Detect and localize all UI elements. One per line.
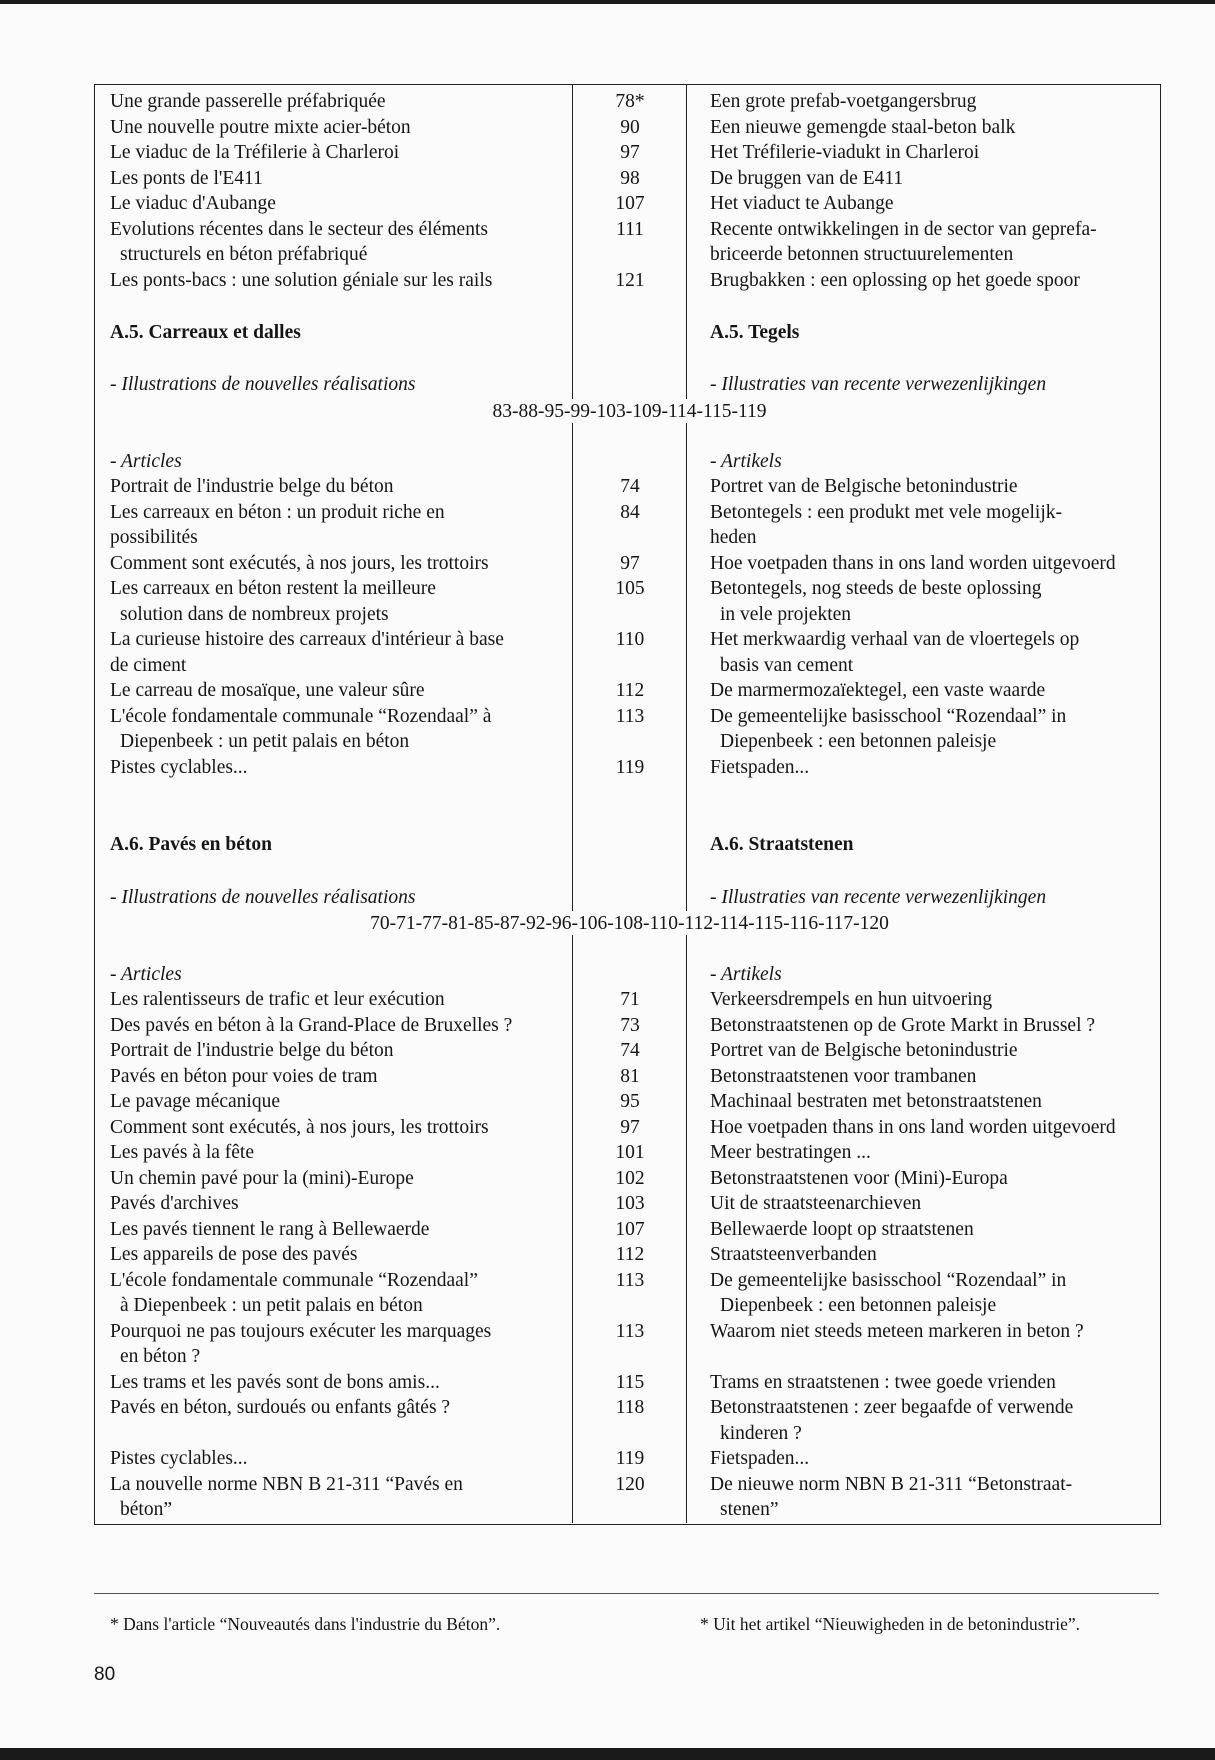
entry-title-fr: Un chemin pavé pour la (mini)-Europe [110, 1167, 414, 1189]
entry-title-nl: Straatsteenverbanden [710, 1244, 877, 1265]
entry-title-nl: Uit de straatsteenarchieven [710, 1193, 922, 1214]
entry-title-nl: Fietspaden... [710, 756, 810, 778]
entry-title-nl: Een nieuwe gemengde staal-beton balk [710, 116, 1016, 138]
entry-title-fr: Le viaduc d'Aubange [110, 193, 276, 214]
bottom-border [0, 1748, 1215, 1760]
entry-title-fr: Pavés en béton, surdoués ou enfants gâtés ? [110, 1397, 451, 1418]
entry-title-fr: béton” [120, 1499, 172, 1520]
section-heading-fr: A.5. Carreaux et dalles [110, 322, 301, 343]
entry-title-fr: Une grande passerelle préfabriquée [110, 91, 386, 112]
entry-title-fr: Comment sont exécutés, à nos jours, les trottoirs [110, 1116, 489, 1138]
entry-title-fr: possibilités [110, 527, 198, 548]
articles-label-nl: - Artikels [710, 451, 782, 472]
entry-title-fr: La curieuse histoire des carreaux d'intérieur à base [110, 629, 504, 650]
entry-page-number: 113 [615, 1320, 645, 1342]
illustration-pages: 70-71-77-81-85-87-92-96-106-108-110-112-114-115-116-117-120 [370, 913, 889, 934]
entry-title-nl: Het Tréfilerie-viadukt in Charleroi [710, 142, 980, 163]
entry-page-number: 84 [620, 501, 640, 523]
entry-title-nl: Een grote prefab-voetgangersbrug [710, 91, 977, 112]
entry-title-fr: Le carreau de mosaïque, une valeur sûre [110, 680, 425, 701]
entry-title-fr: Pourquoi ne pas toujours exécuter les marquages [110, 1320, 492, 1342]
entry-title-nl: Betonstraatstenen voor (Mini)-Europa [710, 1167, 1008, 1189]
entry-title-nl: Bellewaerde loopt op straatstenen [710, 1218, 974, 1240]
entry-title-nl: Hoe voetpaden thans in ons land worden uitgevoerd [710, 1116, 1116, 1138]
entry-title-fr: Portrait de l'industrie belge du béton [110, 1040, 394, 1061]
entry-title-nl: in vele projekten [720, 603, 852, 625]
entry-page-number: 98 [620, 167, 640, 189]
entry-page-number: 74 [620, 1040, 640, 1061]
entry-title-fr: Portrait de l'industrie belge du béton [110, 476, 394, 497]
entry-page-number: 115 [615, 1371, 645, 1393]
entry-page-number: 119 [615, 1448, 645, 1469]
entry-title-fr: La nouvelle norme NBN B 21-311 “Pavés en [110, 1473, 463, 1495]
entry-title-nl: briceerde betonnen structuurelementen [710, 244, 1014, 265]
articles-label-nl: - Artikels [710, 964, 782, 985]
entry-title-fr: Pistes cyclables... [110, 1448, 248, 1469]
entry-page-number: 113 [615, 705, 645, 727]
entry-title-nl: Brugbakken : een oplossing op het goede spoor [710, 269, 1080, 291]
entry-title-nl: Waarom niet steeds meteen markeren in beton ? [710, 1320, 1084, 1342]
entry-page-number: 103 [615, 1193, 645, 1214]
footnote-rule [94, 1593, 1159, 1594]
entry-title-nl: basis van cement [720, 654, 854, 676]
top-border [0, 0, 1215, 4]
entry-title-nl: Het viaduct te Aubange [710, 193, 894, 214]
illustration-pages: 83-88-95-99-103-109-114-115-119 [492, 401, 767, 422]
section-heading-nl: A.6. Straatstenen [710, 834, 854, 855]
entry-title-fr: Des pavés en béton à la Grand-Place de Bruxelles ? [110, 1014, 513, 1036]
entry-title-fr: Le pavage mécanique [110, 1091, 280, 1112]
entry-title-nl: Betontegels : een produkt met vele mogelijk- [710, 501, 1062, 523]
entry-page-number: 110 [615, 629, 645, 650]
entry-title-nl: Hoe voetpaden thans in ons land worden uitgevoerd [710, 552, 1116, 574]
entry-title-fr: Les trams et les pavés sont de bons amis... [110, 1371, 440, 1393]
entry-page-number: 101 [615, 1142, 645, 1163]
entry-title-fr: Les pavés tiennent le rang à Bellewaerde [110, 1218, 430, 1240]
entry-page-number: 112 [615, 1244, 645, 1265]
entry-title-fr: structurels en béton préfabriqué [120, 244, 368, 265]
entry-title-fr: Les ponts de l'E411 [110, 167, 263, 189]
entry-title-nl: Machinaal bestraten met betonstraatstenen [710, 1091, 1042, 1112]
entry-title-nl: Portret van de Belgische betonindustrie [710, 1040, 1018, 1061]
entry-page-number: 113 [615, 1269, 645, 1291]
entry-title-fr: Pistes cyclables... [110, 756, 248, 778]
entry-title-nl: heden [710, 527, 757, 548]
entry-title-nl: kinderen ? [720, 1422, 802, 1444]
entry-page-number: 112 [615, 680, 645, 701]
section-heading-nl: A.5. Tegels [710, 322, 800, 343]
entry-title-nl: De gemeentelijke basisschool “Rozendaal” in [710, 1269, 1067, 1291]
entry-page-number: 90 [620, 116, 640, 138]
entry-page-number: 78* [615, 91, 645, 112]
entry-title-nl: Betontegels, nog steeds de beste oplossing [710, 578, 1042, 599]
entry-title-nl: Betonstraatstenen op de Grote Markt in Brussel ? [710, 1014, 1096, 1036]
entry-page-number: 120 [615, 1473, 645, 1495]
articles-label-fr: - Articles [110, 451, 182, 472]
entry-title-fr: Une nouvelle poutre mixte acier-béton [110, 116, 411, 138]
entry-title-nl: Diepenbeek : een betonnen paleisje [720, 1295, 997, 1316]
entry-title-nl: Recente ontwikkelingen in de sector van geprefa- [710, 218, 1097, 240]
entry-title-nl: stenen” [720, 1499, 779, 1520]
entry-title-fr: Le viaduc de la Tréfilerie à Charleroi [110, 142, 400, 163]
entry-title-nl: De marmermozaïektegel, een vaste waarde [710, 680, 1046, 701]
entry-title-fr: Pavés en béton pour voies de tram [110, 1065, 378, 1087]
entry-title-nl: De gemeentelijke basisschool “Rozendaal” in [710, 705, 1067, 727]
entry-page-number: 119 [615, 756, 645, 778]
entry-page-number: 73 [620, 1014, 640, 1036]
entry-title-fr: Les ponts-bacs : une solution géniale sur les rails [110, 269, 493, 291]
entry-title-nl: Diepenbeek : een betonnen paleisje [720, 731, 997, 752]
entry-title-nl: Betonstraatstenen voor trambanen [710, 1065, 977, 1087]
entry-page-number: 105 [615, 578, 645, 599]
entry-page-number: 74 [620, 476, 640, 497]
entry-title-nl: Betonstraatstenen : zeer begaafde of verwende [710, 1397, 1074, 1418]
illustrations-label-nl: - Illustraties van recente verwezenlijkingen [710, 374, 1047, 395]
entry-title-fr: Les appareils de pose des pavés [110, 1244, 358, 1265]
entry-title-nl: Het merkwaardig verhaal van de vloertegels op [710, 629, 1080, 650]
entry-title-nl: Fietspaden... [710, 1448, 810, 1469]
illustrations-label-fr: - Illustrations de nouvelles réalisations [110, 374, 416, 395]
entry-title-nl: De nieuwe norm NBN B 21-311 “Betonstraat- [710, 1473, 1073, 1495]
entry-title-fr: de ciment [110, 654, 187, 676]
entry-title-nl: Meer bestratingen ... [710, 1142, 871, 1163]
entry-title-fr: à Diepenbeek : un petit palais en béton [120, 1295, 423, 1316]
entry-page-number: 102 [615, 1167, 645, 1189]
entry-title-nl: Trams en straatstenen : twee goede vrienden [710, 1371, 1056, 1393]
illustrations-label-fr: - Illustrations de nouvelles réalisations [110, 887, 416, 908]
entry-page-number: 118 [615, 1397, 645, 1418]
entry-title-fr: L'école fondamentale communale “Rozendaal” à [110, 705, 492, 727]
entry-title-fr: Pavés d'archives [110, 1193, 239, 1214]
entry-page-number: 97 [620, 142, 640, 163]
entry-title-fr: L'école fondamentale communale “Rozendaal” [110, 1269, 478, 1291]
entry-page-number: 121 [615, 269, 645, 291]
footnote-nl: * Uit het artikel “Nieuwigheden in de betonindustrie”. [700, 1614, 1081, 1634]
entry-page-number: 95 [620, 1091, 640, 1112]
entry-title-fr: Comment sont exécutés, à nos jours, les trottoirs [110, 552, 489, 574]
entry-title-nl: De bruggen van de E411 [710, 167, 904, 189]
entry-title-fr: Diepenbeek : un petit palais en béton [120, 731, 410, 752]
entry-title-fr: solution dans de nombreux projets [120, 603, 389, 625]
entry-title-nl: Portret van de Belgische betonindustrie [710, 476, 1018, 497]
entry-page-number: 97 [620, 1116, 640, 1138]
entry-title-nl: Verkeersdrempels en hun uitvoering [710, 989, 993, 1010]
footnote-fr: * Dans l'article “Nouveautés dans l'industrie du Béton”. [110, 1614, 501, 1634]
entry-page-number: 111 [616, 218, 644, 240]
entry-title-fr: Les ralentisseurs de trafic et leur exécution [110, 989, 445, 1010]
entry-page-number: 107 [615, 1218, 645, 1240]
entry-page-number: 81 [620, 1065, 640, 1087]
section-heading-fr: A.6. Pavés en béton [110, 834, 272, 855]
entry-page-number: 107 [615, 193, 645, 214]
page-number: 80 [94, 1664, 116, 1685]
entry-page-number: 97 [620, 552, 640, 574]
illustrations-label-nl: - Illustraties van recente verwezenlijkingen [710, 887, 1047, 908]
articles-label-fr: - Articles [110, 964, 182, 985]
entry-title-fr: Les carreaux en béton : un produit riche en [110, 501, 445, 523]
entry-title-fr: Les pavés à la fête [110, 1142, 255, 1163]
entry-page-number: 71 [620, 989, 640, 1010]
entry-title-fr: Les carreaux en béton restent la meilleure [110, 578, 436, 599]
entry-title-fr: en béton ? [120, 1346, 201, 1367]
entry-title-fr: Evolutions récentes dans le secteur des éléments [110, 218, 488, 240]
